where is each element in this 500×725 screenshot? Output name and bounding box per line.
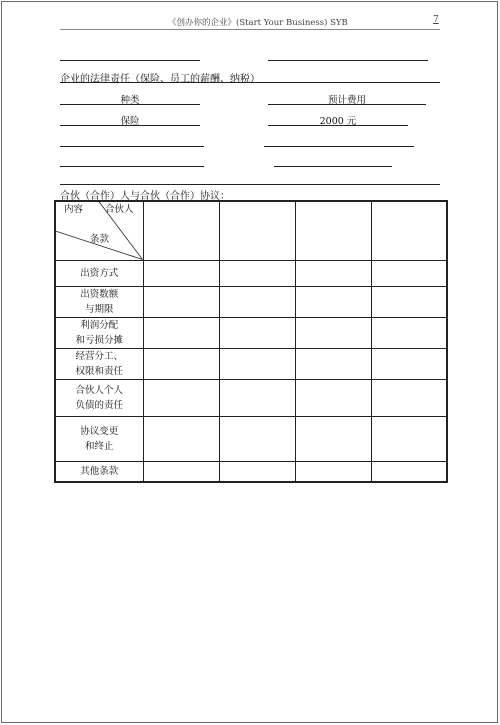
table-row: [55, 461, 447, 482]
blank-line: [268, 125, 408, 126]
table-cell[interactable]: [219, 348, 295, 379]
table-row: [55, 379, 447, 416]
table-cell[interactable]: [295, 461, 371, 482]
blank-line: [60, 60, 200, 61]
table-row: [55, 348, 447, 379]
partner-cell[interactable]: [295, 201, 371, 260]
page-number: 7: [433, 15, 439, 25]
table-cell[interactable]: [371, 317, 447, 348]
table-cell[interactable]: [371, 379, 447, 416]
partnership-section-title: 合伙（合作）人与合伙（合作）协议：: [60, 191, 230, 202]
table-cell[interactable]: [371, 348, 447, 379]
table-row: [55, 286, 447, 317]
row-label-personal-liability: 合伙人个人 负债的责任: [55, 379, 143, 416]
table-cell[interactable]: [219, 379, 295, 416]
table-cell[interactable]: [371, 461, 447, 482]
table-cell[interactable]: [143, 286, 219, 317]
table-cell[interactable]: [295, 379, 371, 416]
table-cell[interactable]: [371, 416, 447, 461]
table-cell[interactable]: [295, 416, 371, 461]
blank-line: [60, 125, 200, 126]
insurance-cost: 2000 元: [319, 116, 357, 127]
corner-label-partner: 合伙人: [105, 204, 134, 215]
table-cell[interactable]: [295, 348, 371, 379]
table-cell[interactable]: [219, 260, 295, 286]
row-label-capital-amount: 出资数额 与期限: [55, 286, 143, 317]
table-cell[interactable]: [371, 286, 447, 317]
row-label-agreement-change: 协议变更 和终止: [55, 416, 143, 461]
table-row: [55, 416, 447, 461]
table-cell[interactable]: [219, 317, 295, 348]
section-rule: [60, 82, 440, 83]
row-label-other-terms: 其他条款: [55, 461, 143, 482]
table-row: [55, 260, 447, 286]
row-label-profit-sharing: 利润分配 和亏损分摊: [55, 317, 143, 348]
partnership-table: [54, 200, 448, 483]
column-header-cost: 预计费用: [327, 95, 366, 106]
table-cell[interactable]: [143, 317, 219, 348]
header-title: 《创办你的企业》(Start Your Business) SYB: [168, 18, 348, 28]
table-row: [55, 317, 447, 348]
corner-label-terms: 条款: [90, 234, 110, 245]
blank-line: [274, 166, 392, 167]
row-label-capital-method: 出资方式: [55, 260, 143, 286]
blank-line: [264, 146, 414, 147]
diagonal-header-cell: [55, 201, 143, 260]
row-label-division-of-work: 经营分工、 权限和责任: [55, 348, 143, 379]
blank-line: [268, 60, 428, 61]
corner-label-content: 内容: [64, 204, 84, 215]
table-cell[interactable]: [295, 286, 371, 317]
section-rule: [60, 184, 440, 185]
blank-line: [268, 104, 426, 105]
table-cell[interactable]: [143, 461, 219, 482]
partner-cell[interactable]: [143, 201, 219, 260]
partner-cell[interactable]: [219, 201, 295, 260]
table-header-row: [55, 201, 447, 260]
column-header-type: 种类: [120, 95, 140, 106]
table-cell[interactable]: [295, 317, 371, 348]
header-rule: [60, 29, 440, 30]
table-cell[interactable]: [143, 379, 219, 416]
partner-cell[interactable]: [371, 201, 447, 260]
table-cell[interactable]: [219, 286, 295, 317]
table-cell[interactable]: [295, 260, 371, 286]
blank-line: [60, 146, 204, 147]
table-cell[interactable]: [143, 348, 219, 379]
table-cell[interactable]: [219, 416, 295, 461]
table-cell[interactable]: [143, 260, 219, 286]
table-cell[interactable]: [143, 416, 219, 461]
blank-line: [60, 104, 200, 105]
insurance-type: 保险: [120, 116, 140, 127]
legal-section-title: 企业的法律责任（保险、员工的薪酬、纳税）: [60, 74, 260, 85]
table-cell[interactable]: [219, 461, 295, 482]
blank-line: [60, 166, 204, 167]
table-cell[interactable]: [371, 260, 447, 286]
